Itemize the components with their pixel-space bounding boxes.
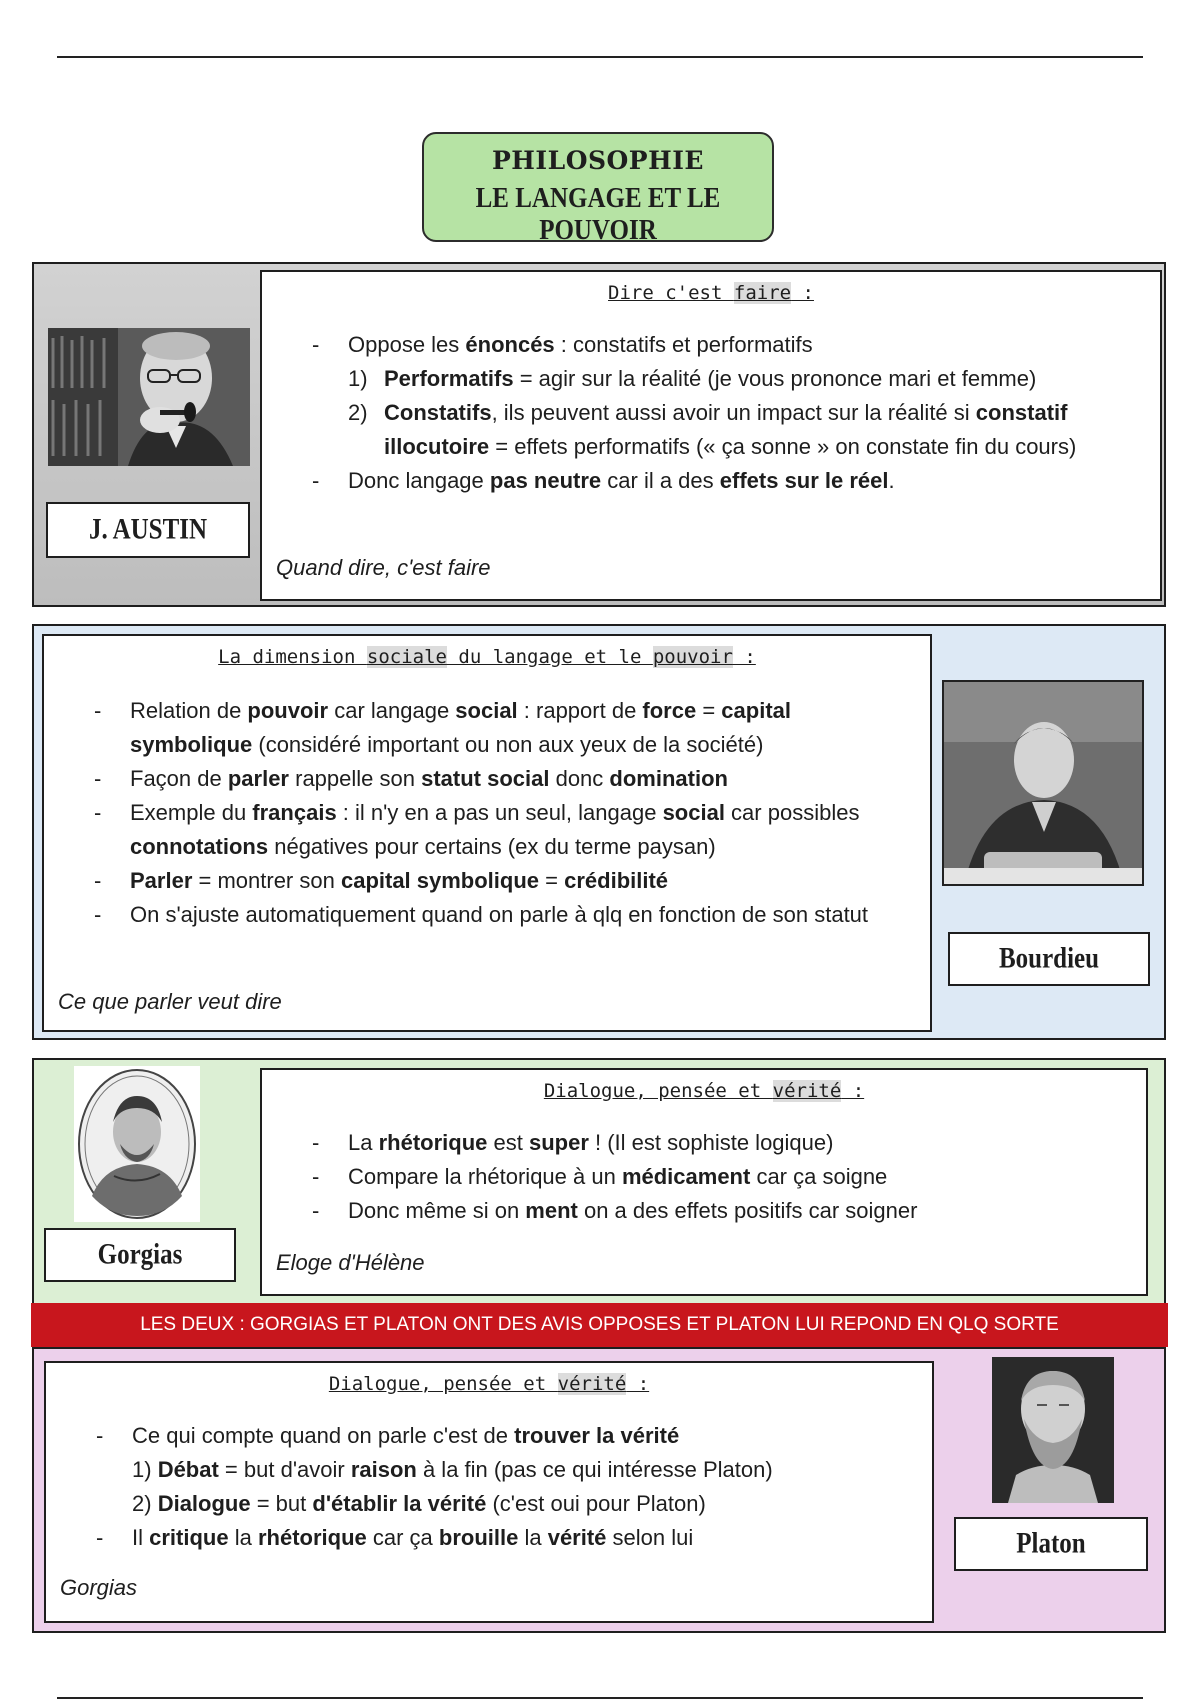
bullet-item: - Compare la rhétorique à un médicament car ça soigne xyxy=(312,1160,1132,1194)
austin-section xyxy=(32,262,1166,607)
austin-name: J. AUSTIN xyxy=(88,513,208,546)
platon-heading: Dialogue, pensée et vérité : xyxy=(328,1373,650,1395)
platon-name: Platon xyxy=(1016,1527,1086,1560)
bourdieu-content xyxy=(42,634,932,1032)
top-rule xyxy=(57,56,1143,58)
bullet-item: - Oppose les énoncés : constatifs et performatifs xyxy=(312,328,1142,362)
title-subject: PHILOSOPHIE xyxy=(492,146,704,175)
bourdieu-work-title: Ce que parler veut dire xyxy=(58,989,282,1014)
gorgias-heading: Dialogue, pensée et vérité : xyxy=(543,1080,865,1102)
gorgias-name-box xyxy=(44,1228,236,1282)
bourdieu-name: Bourdieu xyxy=(998,942,1100,975)
bullet-item: 2) Dialogue = but d'établir la vérité (c'est oui pour Platon) xyxy=(132,1491,706,1516)
austin-bullet-list xyxy=(312,328,1142,498)
gorgias-portrait xyxy=(74,1066,200,1222)
platon-portrait xyxy=(992,1357,1114,1503)
platon-name-box xyxy=(954,1517,1148,1571)
bullet-item: - Il critique la rhétorique car ça brouille la vérité selon lui xyxy=(96,1521,926,1555)
austin-portrait xyxy=(48,328,250,466)
bourdieu-name-box xyxy=(948,932,1150,986)
austin-work-title: Quand dire, c'est faire xyxy=(276,555,491,580)
bullet-item: - Donc langage pas neutre car il a des effets sur le réel. xyxy=(312,464,1142,498)
title-box xyxy=(422,132,774,247)
bullet-number: 2) xyxy=(348,400,368,425)
austin-name-box xyxy=(46,502,250,558)
bullet-item: 1) Débat = but d'avoir raison à la fin (pas ce qui intéresse Platon) xyxy=(132,1457,773,1482)
bullet-item: 1) Performatifs = agir sur la réalité (je vous prononce mari et femme) xyxy=(312,362,1142,396)
bourdieu-bullet-list xyxy=(94,694,914,932)
bullet-item: 2) Constatifs, ils peuvent aussi avoir un impact sur la réalité si constatif illocutoire = effets performatifs (« ça sonne » on constate fin du cours) xyxy=(312,396,1142,464)
gorgias-content xyxy=(260,1068,1148,1296)
title-theme: LE LANGAGE ET LE POUVOIR xyxy=(475,182,721,247)
bourdieu-heading: La dimension sociale du langage et le pouvoir : xyxy=(218,646,756,668)
austin-content xyxy=(260,270,1162,601)
bullet-item: - On s'ajuste automatiquement quand on parle à qlq en fonction de son statut xyxy=(94,898,914,932)
bullet-item: - Parler = montrer son capital symbolique = crédibilité xyxy=(94,864,914,898)
platon-bullet-list xyxy=(96,1419,926,1555)
bottom-rule xyxy=(57,1697,1143,1699)
platon-content xyxy=(44,1361,934,1623)
austin-heading: Dire c'est faire : xyxy=(608,282,814,304)
platon-work-title: Gorgias xyxy=(60,1575,138,1600)
bullet-item: - La rhétorique est super ! (Il est sophiste logique) xyxy=(312,1126,1132,1160)
platon-section xyxy=(32,1347,1166,1633)
bullet-item: - Façon de parler rappelle son statut social donc domination xyxy=(94,762,914,796)
gorgias-name: Gorgias xyxy=(97,1238,183,1271)
bullet-item: - Donc même si on ment on a des effets positifs car soigner xyxy=(312,1194,1132,1228)
bullet-item: - Exemple du français : il n'y en a pas un seul, langage social car possibles connotations négatives pour certains (ex du terme paysan) xyxy=(94,796,914,864)
comparison-banner: LES DEUX : GORGIAS ET PLATON ONT DES AVIS OPPOSES ET PLATON LUI REPOND EN QLQ SORTE xyxy=(31,1303,1168,1347)
gorgias-work-title: Eloge d'Hélène xyxy=(276,1250,425,1275)
gorgias-section xyxy=(32,1058,1166,1303)
bullet-item: - Relation de pouvoir car langage social : rapport de force = capital symbolique (considéré important ou non aux yeux de la société) xyxy=(94,694,914,762)
bullet-number: 1) xyxy=(348,366,368,391)
bourdieu-portrait xyxy=(942,680,1144,886)
bourdieu-section xyxy=(32,624,1166,1040)
bullet-item: - Ce qui compte quand on parle c'est de trouver la vérité xyxy=(96,1419,926,1453)
gorgias-bullet-list xyxy=(312,1126,1132,1228)
